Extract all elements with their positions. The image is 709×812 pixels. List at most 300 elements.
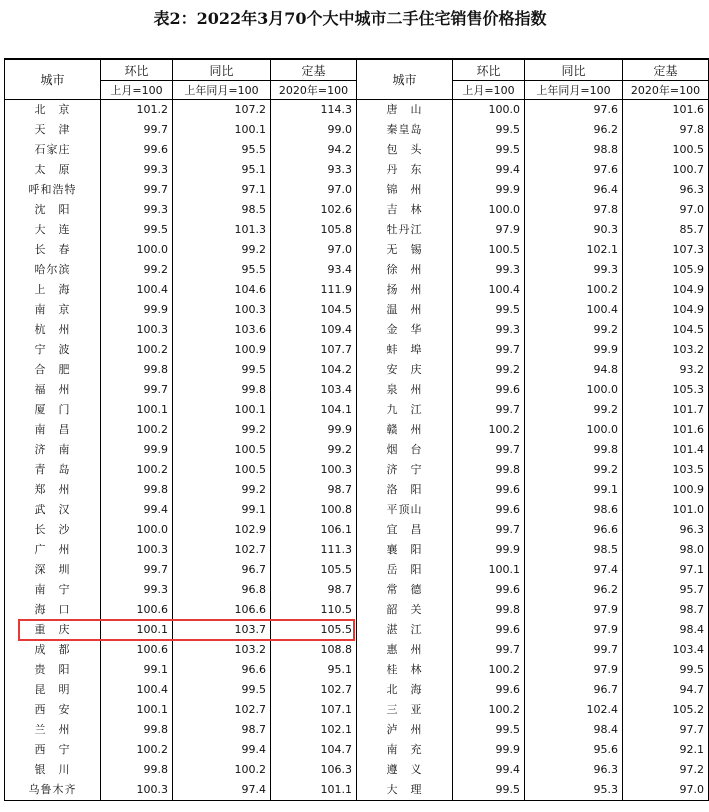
right-yoy-cell: 90.3 [525, 220, 623, 240]
left-mom-cell: 99.8 [101, 760, 173, 780]
left-yoy-cell: 99.2 [173, 420, 271, 440]
right-mom-cell: 99.7 [453, 400, 525, 420]
right-yoy-cell: 100.0 [525, 420, 623, 440]
left-city-cell: 西 安 [5, 700, 101, 720]
left-base-cell: 103.4 [271, 380, 357, 400]
table-row [5, 500, 709, 520]
right-mom-cell: 100.2 [453, 660, 525, 680]
right-city-cell: 吉 林 [357, 200, 453, 220]
right-base-cell: 94.7 [623, 680, 709, 700]
table-row [5, 200, 709, 220]
right-base-cell: 96.3 [623, 180, 709, 200]
table-row [5, 160, 709, 180]
left-mom-cell: 99.7 [101, 380, 173, 400]
left-mom-cell: 99.7 [101, 120, 173, 140]
right-yoy-cell: 97.6 [525, 160, 623, 180]
right-mom-cell: 99.5 [453, 780, 525, 801]
right-yoy-cell: 98.6 [525, 500, 623, 520]
right-yoy-cell: 96.2 [525, 580, 623, 600]
left-yoy-cell: 96.7 [173, 560, 271, 580]
right-city-cell: 徐 州 [357, 260, 453, 280]
right-base-cell: 100.9 [623, 480, 709, 500]
table-row [5, 360, 709, 380]
right-base-cell: 99.5 [623, 660, 709, 680]
right-base-cell: 98.4 [623, 620, 709, 640]
right-base-cell: 97.1 [623, 560, 709, 580]
left-mom-cell: 100.6 [101, 600, 173, 620]
table-row [5, 560, 709, 580]
left-yoy-cell: 96.6 [173, 660, 271, 680]
right-city-cell: 济 宁 [357, 460, 453, 480]
right-base-cell: 101.0 [623, 500, 709, 520]
right-mom-cell: 99.6 [453, 380, 525, 400]
right-mom-cell: 99.6 [453, 680, 525, 700]
right-base-cell: 101.7 [623, 400, 709, 420]
right-yoy-cell: 96.3 [525, 760, 623, 780]
right-mom-cell: 99.6 [453, 580, 525, 600]
right-mom-cell: 99.5 [453, 140, 525, 160]
left-base-cell: 95.1 [271, 660, 357, 680]
right-mom-cell: 99.7 [453, 440, 525, 460]
right-base-cell: 101.6 [623, 420, 709, 440]
right-city-cell: 秦皇岛 [357, 120, 453, 140]
left-city-cell: 武 汉 [5, 500, 101, 520]
left-city-cell: 呼和浩特 [5, 180, 101, 200]
table-row [5, 480, 709, 500]
table-row [5, 680, 709, 700]
right-yoy-cell: 98.8 [525, 140, 623, 160]
left-yoy-cell: 107.2 [173, 100, 271, 121]
right-base-cell: 96.3 [623, 520, 709, 540]
left-yoy-cell: 102.7 [173, 700, 271, 720]
left-city-cell: 济 南 [5, 440, 101, 460]
right-base-cell: 105.2 [623, 700, 709, 720]
right-yoy-cell: 100.2 [525, 280, 623, 300]
left-yoy-cell: 95.5 [173, 260, 271, 280]
left-yoy-cell: 103.2 [173, 640, 271, 660]
left-city-cell: 南 昌 [5, 420, 101, 440]
right-city-cell: 惠 州 [357, 640, 453, 660]
right-mom-cell: 97.9 [453, 220, 525, 240]
right-city-cell: 常 德 [357, 580, 453, 600]
header-mom-sub-right: 上月=100 [453, 81, 525, 100]
left-mom-cell: 99.8 [101, 720, 173, 740]
right-city-cell: 九 江 [357, 400, 453, 420]
table-row [5, 740, 709, 760]
table-row [5, 400, 709, 420]
table-row [5, 380, 709, 400]
right-yoy-cell: 96.4 [525, 180, 623, 200]
right-mom-cell: 99.5 [453, 120, 525, 140]
left-city-cell: 郑 州 [5, 480, 101, 500]
left-yoy-cell: 96.8 [173, 580, 271, 600]
left-city-cell: 贵 阳 [5, 660, 101, 680]
header-mom-sub-left: 上月=100 [101, 81, 173, 100]
left-base-cell: 97.0 [271, 240, 357, 260]
left-base-cell: 106.3 [271, 760, 357, 780]
right-yoy-cell: 99.7 [525, 640, 623, 660]
left-base-cell: 104.7 [271, 740, 357, 760]
left-mom-cell: 99.8 [101, 480, 173, 500]
table-row [5, 300, 709, 320]
left-base-cell: 114.3 [271, 100, 357, 121]
left-city-cell: 大 连 [5, 220, 101, 240]
header-base-sub-left: 2020年=100 [271, 81, 357, 100]
left-city-cell: 海 口 [5, 600, 101, 620]
right-yoy-cell: 100.4 [525, 300, 623, 320]
right-base-cell: 101.4 [623, 440, 709, 460]
right-city-cell: 蚌 埠 [357, 340, 453, 360]
left-yoy-cell: 103.7 [173, 620, 271, 640]
right-base-cell: 107.3 [623, 240, 709, 260]
header-city-right: 城市 [357, 59, 453, 100]
right-base-cell: 97.7 [623, 720, 709, 740]
left-mom-cell: 100.4 [101, 680, 173, 700]
right-city-cell: 烟 台 [357, 440, 453, 460]
right-city-cell: 唐 山 [357, 100, 453, 121]
left-city-cell: 沈 阳 [5, 200, 101, 220]
left-yoy-cell: 102.7 [173, 540, 271, 560]
right-yoy-cell: 99.8 [525, 440, 623, 460]
right-city-cell: 金 华 [357, 320, 453, 340]
right-base-cell: 97.0 [623, 200, 709, 220]
price-index-table [4, 58, 709, 801]
left-mom-cell: 99.7 [101, 180, 173, 200]
right-mom-cell: 99.6 [453, 620, 525, 640]
left-mom-cell: 100.2 [101, 340, 173, 360]
left-city-cell: 天 津 [5, 120, 101, 140]
right-base-cell: 92.1 [623, 740, 709, 760]
right-yoy-cell: 97.6 [525, 100, 623, 121]
table-row [5, 140, 709, 160]
right-city-cell: 平顶山 [357, 500, 453, 520]
left-yoy-cell: 101.3 [173, 220, 271, 240]
right-city-cell: 大 理 [357, 780, 453, 801]
left-base-cell: 106.1 [271, 520, 357, 540]
right-yoy-cell: 97.9 [525, 620, 623, 640]
left-base-cell: 98.7 [271, 480, 357, 500]
right-mom-cell: 100.2 [453, 700, 525, 720]
table-body [5, 100, 709, 801]
right-city-cell: 泸 州 [357, 720, 453, 740]
left-city-cell: 青 岛 [5, 460, 101, 480]
left-city-cell: 合 肥 [5, 360, 101, 380]
left-city-cell: 乌鲁木齐 [5, 780, 101, 801]
left-mom-cell: 100.4 [101, 280, 173, 300]
right-yoy-cell: 99.9 [525, 340, 623, 360]
right-mom-cell: 99.7 [453, 340, 525, 360]
header-base-left: 定基 [271, 59, 357, 81]
table-row [5, 220, 709, 240]
right-base-cell: 98.0 [623, 540, 709, 560]
left-yoy-cell: 100.5 [173, 460, 271, 480]
left-mom-cell: 99.5 [101, 220, 173, 240]
right-mom-cell: 99.8 [453, 460, 525, 480]
left-city-cell: 杭 州 [5, 320, 101, 340]
right-yoy-cell: 96.6 [525, 520, 623, 540]
left-city-cell: 石家庄 [5, 140, 101, 160]
right-mom-cell: 100.1 [453, 560, 525, 580]
table-row [5, 640, 709, 660]
right-yoy-cell: 97.9 [525, 660, 623, 680]
table-row [5, 120, 709, 140]
right-yoy-cell: 95.6 [525, 740, 623, 760]
left-base-cell: 102.6 [271, 200, 357, 220]
table-row [5, 320, 709, 340]
left-mom-cell: 99.2 [101, 260, 173, 280]
left-mom-cell: 100.0 [101, 240, 173, 260]
left-base-cell: 102.1 [271, 720, 357, 740]
right-mom-cell: 100.0 [453, 200, 525, 220]
left-base-cell: 105.5 [271, 620, 357, 640]
right-city-cell: 洛 阳 [357, 480, 453, 500]
left-city-cell: 广 州 [5, 540, 101, 560]
right-yoy-cell: 99.2 [525, 400, 623, 420]
header-mom-left: 环比 [101, 59, 173, 81]
right-city-cell: 岳 阳 [357, 560, 453, 580]
right-city-cell: 包 头 [357, 140, 453, 160]
highlight-box [18, 619, 355, 641]
left-yoy-cell: 95.5 [173, 140, 271, 160]
right-mom-cell: 99.5 [453, 300, 525, 320]
table-row [5, 580, 709, 600]
right-yoy-cell: 96.7 [525, 680, 623, 700]
left-mom-cell: 99.4 [101, 500, 173, 520]
right-mom-cell: 99.4 [453, 760, 525, 780]
right-yoy-cell: 98.5 [525, 540, 623, 560]
right-city-cell: 牡丹江 [357, 220, 453, 240]
right-city-cell: 宜 昌 [357, 520, 453, 540]
left-yoy-cell: 97.1 [173, 180, 271, 200]
table-row [5, 180, 709, 200]
left-yoy-cell: 102.9 [173, 520, 271, 540]
left-yoy-cell: 106.6 [173, 600, 271, 620]
right-mom-cell: 99.3 [453, 260, 525, 280]
table-row [5, 100, 709, 121]
page-title: 表2：2022年3月70个大中城市二手住宅销售价格指数 [153, 9, 547, 28]
left-base-cell: 110.5 [271, 600, 357, 620]
left-yoy-cell: 100.1 [173, 120, 271, 140]
right-mom-cell: 99.7 [453, 520, 525, 540]
header-city-left: 城市 [5, 59, 101, 100]
header-yoy-left: 同比 [173, 59, 271, 81]
left-mom-cell: 100.1 [101, 620, 173, 640]
left-yoy-cell: 100.9 [173, 340, 271, 360]
table-row [5, 280, 709, 300]
left-mom-cell: 99.3 [101, 160, 173, 180]
table-row [5, 660, 709, 680]
left-yoy-cell: 99.5 [173, 680, 271, 700]
right-base-cell: 100.5 [623, 140, 709, 160]
table-row [5, 520, 709, 540]
left-yoy-cell: 99.2 [173, 480, 271, 500]
left-city-cell: 昆 明 [5, 680, 101, 700]
table-row [5, 460, 709, 480]
right-mom-cell: 99.3 [453, 320, 525, 340]
left-base-cell: 108.8 [271, 640, 357, 660]
left-base-cell: 101.1 [271, 780, 357, 801]
right-yoy-cell: 99.1 [525, 480, 623, 500]
header-yoy-sub-right: 上年同月=100 [525, 81, 623, 100]
right-base-cell: 100.7 [623, 160, 709, 180]
left-yoy-cell: 100.2 [173, 760, 271, 780]
right-yoy-cell: 102.1 [525, 240, 623, 260]
right-city-cell: 扬 州 [357, 280, 453, 300]
right-base-cell: 104.9 [623, 300, 709, 320]
left-city-cell: 北 京 [5, 100, 101, 121]
right-city-cell: 韶 关 [357, 600, 453, 620]
left-yoy-cell: 98.5 [173, 200, 271, 220]
right-base-cell: 97.0 [623, 780, 709, 801]
left-mom-cell: 99.1 [101, 660, 173, 680]
right-city-cell: 丹 东 [357, 160, 453, 180]
right-base-cell: 103.4 [623, 640, 709, 660]
right-yoy-cell: 96.2 [525, 120, 623, 140]
left-mom-cell: 100.3 [101, 780, 173, 801]
left-base-cell: 104.2 [271, 360, 357, 380]
right-yoy-cell: 99.3 [525, 260, 623, 280]
right-base-cell: 101.6 [623, 100, 709, 121]
left-mom-cell: 99.3 [101, 200, 173, 220]
right-base-cell: 85.7 [623, 220, 709, 240]
left-mom-cell: 99.3 [101, 580, 173, 600]
header-base-right: 定基 [623, 59, 709, 81]
right-mom-cell: 99.6 [453, 480, 525, 500]
left-base-cell: 100.3 [271, 460, 357, 480]
right-city-cell: 北 海 [357, 680, 453, 700]
left-base-cell: 93.3 [271, 160, 357, 180]
left-city-cell: 西 宁 [5, 740, 101, 760]
left-mom-cell: 99.7 [101, 560, 173, 580]
header-mom-right: 环比 [453, 59, 525, 81]
table-row [5, 260, 709, 280]
left-city-cell: 兰 州 [5, 720, 101, 740]
right-base-cell: 104.9 [623, 280, 709, 300]
right-yoy-cell: 98.4 [525, 720, 623, 740]
right-base-cell: 103.5 [623, 460, 709, 480]
left-base-cell: 94.2 [271, 140, 357, 160]
right-mom-cell: 100.2 [453, 420, 525, 440]
right-yoy-cell: 97.8 [525, 200, 623, 220]
right-yoy-cell: 102.4 [525, 700, 623, 720]
right-mom-cell: 99.7 [453, 640, 525, 660]
right-mom-cell: 99.6 [453, 500, 525, 520]
left-base-cell: 100.8 [271, 500, 357, 520]
table-row [5, 440, 709, 460]
left-city-cell: 长 沙 [5, 520, 101, 540]
left-mom-cell: 100.6 [101, 640, 173, 660]
right-yoy-cell: 97.4 [525, 560, 623, 580]
left-mom-cell: 99.9 [101, 440, 173, 460]
left-city-cell: 上 海 [5, 280, 101, 300]
right-mom-cell: 99.4 [453, 160, 525, 180]
right-mom-cell: 99.9 [453, 540, 525, 560]
right-mom-cell: 100.4 [453, 280, 525, 300]
left-yoy-cell: 100.1 [173, 400, 271, 420]
right-city-cell: 襄 阳 [357, 540, 453, 560]
right-base-cell: 97.8 [623, 120, 709, 140]
left-mom-cell: 100.2 [101, 740, 173, 760]
right-yoy-cell: 97.9 [525, 600, 623, 620]
left-city-cell: 南 宁 [5, 580, 101, 600]
left-base-cell: 105.8 [271, 220, 357, 240]
left-yoy-cell: 98.7 [173, 720, 271, 740]
right-city-cell: 桂 林 [357, 660, 453, 680]
right-mom-cell: 100.5 [453, 240, 525, 260]
right-yoy-cell: 99.2 [525, 460, 623, 480]
left-mom-cell: 100.2 [101, 420, 173, 440]
table-row [5, 540, 709, 560]
left-base-cell: 102.7 [271, 680, 357, 700]
left-city-cell: 重 庆 [5, 620, 101, 640]
table-row [5, 600, 709, 620]
right-mom-cell: 99.8 [453, 600, 525, 620]
left-mom-cell: 100.2 [101, 460, 173, 480]
table-row [5, 760, 709, 780]
left-city-cell: 福 州 [5, 380, 101, 400]
table-row [5, 700, 709, 720]
left-base-cell: 104.5 [271, 300, 357, 320]
left-mom-cell: 100.3 [101, 320, 173, 340]
left-base-cell: 111.9 [271, 280, 357, 300]
right-yoy-cell: 99.2 [525, 320, 623, 340]
left-yoy-cell: 99.5 [173, 360, 271, 380]
right-mom-cell: 99.5 [453, 720, 525, 740]
left-yoy-cell: 99.2 [173, 240, 271, 260]
right-base-cell: 98.7 [623, 600, 709, 620]
left-base-cell: 107.7 [271, 340, 357, 360]
left-yoy-cell: 95.1 [173, 160, 271, 180]
right-base-cell: 105.3 [623, 380, 709, 400]
left-yoy-cell: 100.5 [173, 440, 271, 460]
left-base-cell: 111.3 [271, 540, 357, 560]
left-base-cell: 99.0 [271, 120, 357, 140]
left-yoy-cell: 99.8 [173, 380, 271, 400]
left-mom-cell: 100.1 [101, 400, 173, 420]
left-city-cell: 宁 波 [5, 340, 101, 360]
left-city-cell: 南 京 [5, 300, 101, 320]
right-city-cell: 三 亚 [357, 700, 453, 720]
left-yoy-cell: 99.4 [173, 740, 271, 760]
left-city-cell: 成 都 [5, 640, 101, 660]
left-city-cell: 哈尔滨 [5, 260, 101, 280]
left-city-cell: 银 川 [5, 760, 101, 780]
left-mom-cell: 100.0 [101, 520, 173, 540]
right-city-cell: 遵 义 [357, 760, 453, 780]
table-row [5, 240, 709, 260]
table-row [5, 420, 709, 440]
left-base-cell: 105.5 [271, 560, 357, 580]
right-city-cell: 无 锡 [357, 240, 453, 260]
left-base-cell: 97.0 [271, 180, 357, 200]
left-city-cell: 深 圳 [5, 560, 101, 580]
left-yoy-cell: 97.4 [173, 780, 271, 801]
right-city-cell: 湛 江 [357, 620, 453, 640]
right-yoy-cell: 95.3 [525, 780, 623, 801]
right-mom-cell: 99.9 [453, 180, 525, 200]
left-base-cell: 93.4 [271, 260, 357, 280]
left-yoy-cell: 100.3 [173, 300, 271, 320]
right-base-cell: 103.2 [623, 340, 709, 360]
header-base-sub-right: 2020年=100 [623, 81, 709, 100]
right-mom-cell: 99.9 [453, 740, 525, 760]
right-base-cell: 95.7 [623, 580, 709, 600]
left-base-cell: 99.9 [271, 420, 357, 440]
left-base-cell: 104.1 [271, 400, 357, 420]
right-base-cell: 104.5 [623, 320, 709, 340]
left-yoy-cell: 103.6 [173, 320, 271, 340]
right-mom-cell: 99.2 [453, 360, 525, 380]
